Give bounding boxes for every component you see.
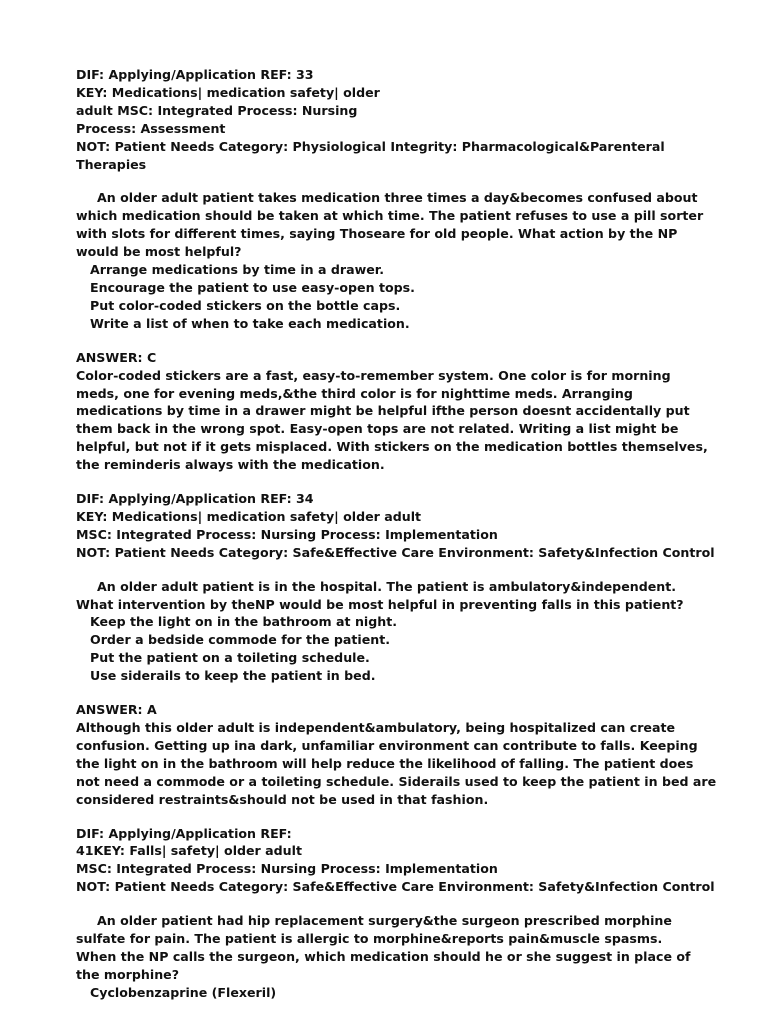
metadata-line: DIF: Applying/Application REF: 33 (76, 67, 314, 82)
rationale-line: the reminderis always with the medication. (76, 457, 385, 473)
stem-line: which medication should be taken at which time. The patient refuses to use a pill sorter (76, 208, 704, 224)
rationale-line: considered restraints&should not be used in that fashion. (76, 791, 489, 807)
metadata-line: KEY: Medications| medication safety| older adult (76, 508, 422, 524)
document-page (76, 66, 716, 1002)
answer-option: Encourage the patient to use easy-open tops. (90, 279, 415, 295)
answer-option: Put the patient on a toileting schedule. (90, 650, 370, 666)
rationale-line: them back in the wrong spot. Easy-open tops are not related. Writing a list might be (76, 421, 679, 437)
answer-option: Keep the light on in the bathroom at night. (90, 614, 398, 630)
rationale-line: Color-coded stickers are a fast, easy-to-remember system. One color is for morning (76, 367, 671, 383)
stem-line: What intervention by theNP would be most helpful in preventing falls in this patient? (76, 596, 684, 612)
metadata-line: 41KEY: Falls| safety| older adult (76, 843, 302, 859)
answer-option: Order a bedside commode for the patient. (90, 632, 391, 648)
metadata-line: NOT: Patient Needs Category: Safe&Effective Care Environment: Safety&Infection Control (76, 544, 715, 560)
rationale-line: medications by time in a drawer might be helpful ifthe person doesnt accidentally put (76, 403, 690, 419)
metadata-line: Process: Assessment (76, 120, 226, 136)
stem-line: An older adult patient takes medication three times a day&becomes confused about (97, 190, 698, 206)
answer-option: Use siderails to keep the patient in bed. (90, 668, 376, 684)
metadata-line: DIF: Applying/Application REF: (76, 825, 292, 841)
rationale (76, 367, 716, 474)
rationale-line: meds, one for evening meds,&the third color is for nighttime meds. Arranging (76, 385, 633, 401)
answer-key: ANSWER: C (76, 349, 157, 365)
q41-metadata (76, 825, 716, 897)
stem-line: would be most helpful? (76, 244, 242, 260)
metadata-line: NOT: Patient Needs Category: Physiological Integrity: Pharmacological&Parenteral (76, 138, 665, 154)
q34-options (76, 261, 716, 333)
stem-line: the morphine? (76, 966, 180, 982)
rationale-line: not need a commode or a toileting schedule. Siderails used to keep the patient in bed are (76, 773, 717, 789)
rationale (76, 719, 716, 809)
next-question-stem (76, 912, 716, 984)
metadata-line: MSC: Integrated Process: Nursing Process: Implementation (76, 861, 498, 877)
metadata-line: Therapies (76, 156, 147, 172)
q41-options (76, 613, 716, 685)
answer-option: Put color-coded stickers on the bottle caps. (90, 297, 401, 313)
q34-metadata (76, 490, 716, 562)
answer-option: Cyclobenzaprine (Flexeril) (90, 984, 277, 1000)
rationale-line: the light on in the bathroom will help reduce the likelihood of falling. The patient does (76, 755, 694, 771)
stem-line: An older adult patient is in the hospital. The patient is ambulatory&independent. (97, 578, 677, 594)
q34-question-stem (76, 189, 716, 261)
stem-line: An older patient had hip replacement surgery&the surgeon prescribed morphine (97, 913, 672, 929)
rationale-line: Although this older adult is independent&ambulatory, being hospitalized can create (76, 720, 676, 735)
next-question-options (76, 984, 716, 1002)
metadata-line: MSC: Integrated Process: Nursing Process: Implementation (76, 526, 498, 542)
metadata-line: KEY: Medications| medication safety| older (76, 84, 380, 100)
answer-key: ANSWER: A (76, 702, 157, 718)
q41-question-stem (76, 578, 716, 614)
answer-option: Arrange medications by time in a drawer. (90, 262, 385, 278)
stem-line: When the NP calls the surgeon, which medication should he or she suggest in place of (76, 948, 691, 964)
stem-line: with slots for different times, saying Thoseare for old people. What action by the NP (76, 226, 678, 242)
rationale-line: helpful, but not if it gets misplaced. With stickers on the medication bottles themselves, (76, 439, 708, 455)
stem-line: sulfate for pain. The patient is allergic to morphine&reports pain&muscle spasms. (76, 931, 663, 947)
metadata-line: DIF: Applying/Application REF: 34 (76, 491, 314, 507)
q33-metadata (76, 66, 716, 173)
rationale-line: confusion. Getting up ina dark, unfamiliar environment can contribute to falls. Keeping (76, 737, 698, 753)
answer-option: Write a list of when to take each medication. (90, 315, 410, 331)
metadata-line: NOT: Patient Needs Category: Safe&Effective Care Environment: Safety&Infection Control (76, 879, 715, 895)
metadata-line: adult MSC: Integrated Process: Nursing (76, 102, 358, 118)
